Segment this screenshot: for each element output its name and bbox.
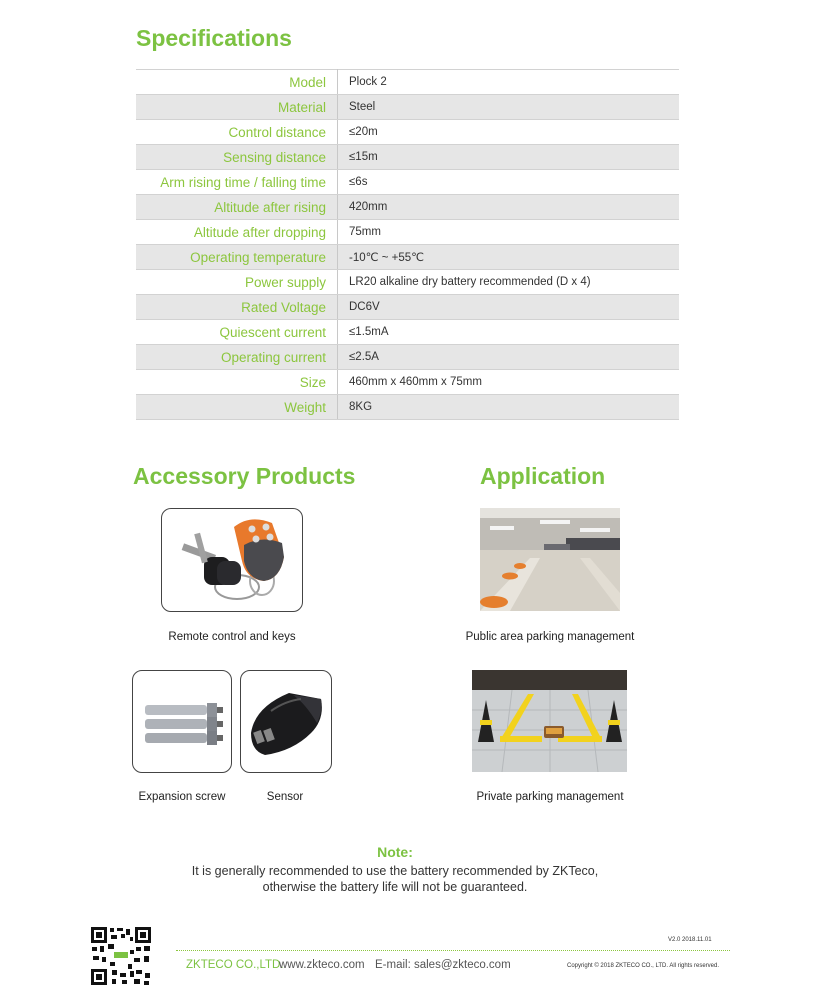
spec-value: ≤1.5mA	[338, 320, 680, 345]
spec-label: Altitude after rising	[136, 195, 338, 220]
spec-label: Control distance	[136, 120, 338, 145]
remote-caption: Remote control and keys	[168, 631, 296, 643]
sensor-illustration	[241, 671, 331, 772]
sensor-caption: Sensor	[266, 791, 304, 803]
spec-value: 8KG	[338, 395, 680, 420]
table-row	[136, 320, 679, 345]
remote-keys-image	[161, 508, 303, 612]
spec-value: 460mm x 460mm x 75mm	[338, 370, 680, 395]
spec-label: Material	[136, 95, 338, 120]
private-parking-photo	[472, 670, 627, 772]
table-row	[136, 295, 679, 320]
note-line-1: It is generally recommended to use the battery recommended by ZKTeco,	[191, 864, 599, 878]
email-link[interactable]: E-mail: sales@zkteco.com	[375, 959, 511, 971]
spec-label: Altitude after dropping	[136, 220, 338, 245]
public-parking-photo	[480, 508, 620, 611]
table-row	[136, 220, 679, 245]
table-row	[136, 70, 679, 95]
spec-label: Arm rising time / falling time	[136, 170, 338, 195]
table-row	[136, 145, 679, 170]
spec-label: Model	[136, 70, 338, 95]
table-row	[136, 195, 679, 220]
table-row	[136, 395, 679, 420]
spec-value: 420mm	[338, 195, 680, 220]
table-row	[136, 170, 679, 195]
expansion-screw-illustration	[133, 671, 231, 772]
spec-value: -10℃ ~ +55℃	[338, 245, 680, 270]
spec-value: ≤15m	[338, 145, 680, 170]
accessory-heading: Accessory Products	[133, 463, 356, 489]
spec-value: ≤2.5A	[338, 345, 680, 370]
qr-code-graphic	[90, 926, 152, 986]
screw-caption: Expansion screw	[138, 791, 226, 803]
version-text: V2.0 2018.11.01	[668, 937, 712, 943]
spec-table	[136, 69, 679, 420]
spec-label: Rated Voltage	[136, 295, 338, 320]
spec-label: Sensing distance	[136, 145, 338, 170]
table-row	[136, 245, 679, 270]
copyright-text: Copyright © 2018 ZKTECO CO., LTD. All rights reserved.	[567, 963, 720, 969]
spec-label: Operating current	[136, 345, 338, 370]
note-title: Note:	[377, 844, 413, 860]
spec-value: ≤20m	[338, 120, 680, 145]
spec-label: Power supply	[136, 270, 338, 295]
public-parking-illustration	[480, 508, 620, 611]
spec-value: LR20 alkaline dry battery recommended (D x 4)	[338, 270, 680, 295]
table-row	[136, 370, 679, 395]
note-line-2: otherwise the battery life will not be guaranteed.	[262, 880, 528, 894]
spec-label: Operating temperature	[136, 245, 338, 270]
company-name: ZKTECO CO.,LTD.	[186, 959, 284, 971]
application-heading: Application	[480, 463, 606, 489]
spec-label: Size	[136, 370, 338, 395]
private-parking-illustration	[472, 670, 627, 772]
spec-value: Plock 2	[338, 70, 680, 95]
spec-value: ≤6s	[338, 170, 680, 195]
website-link[interactable]: www.zkteco.com	[279, 959, 365, 971]
spec-value: 75mm	[338, 220, 680, 245]
remote-keys-illustration	[162, 509, 302, 611]
expansion-screw-image	[132, 670, 232, 773]
table-row	[136, 270, 679, 295]
sensor-image	[240, 670, 332, 773]
footer-divider	[176, 950, 730, 951]
spec-value: DC6V	[338, 295, 680, 320]
spec-label: Weight	[136, 395, 338, 420]
public-caption: Public area parking management	[465, 631, 635, 643]
spec-value: Steel	[338, 95, 680, 120]
specifications-heading: Specifications	[136, 25, 292, 51]
table-row	[136, 120, 679, 145]
qr-code	[90, 926, 152, 986]
private-caption: Private parking management	[476, 791, 624, 803]
table-row	[136, 95, 679, 120]
table-row	[136, 345, 679, 370]
spec-label: Quiescent current	[136, 320, 338, 345]
